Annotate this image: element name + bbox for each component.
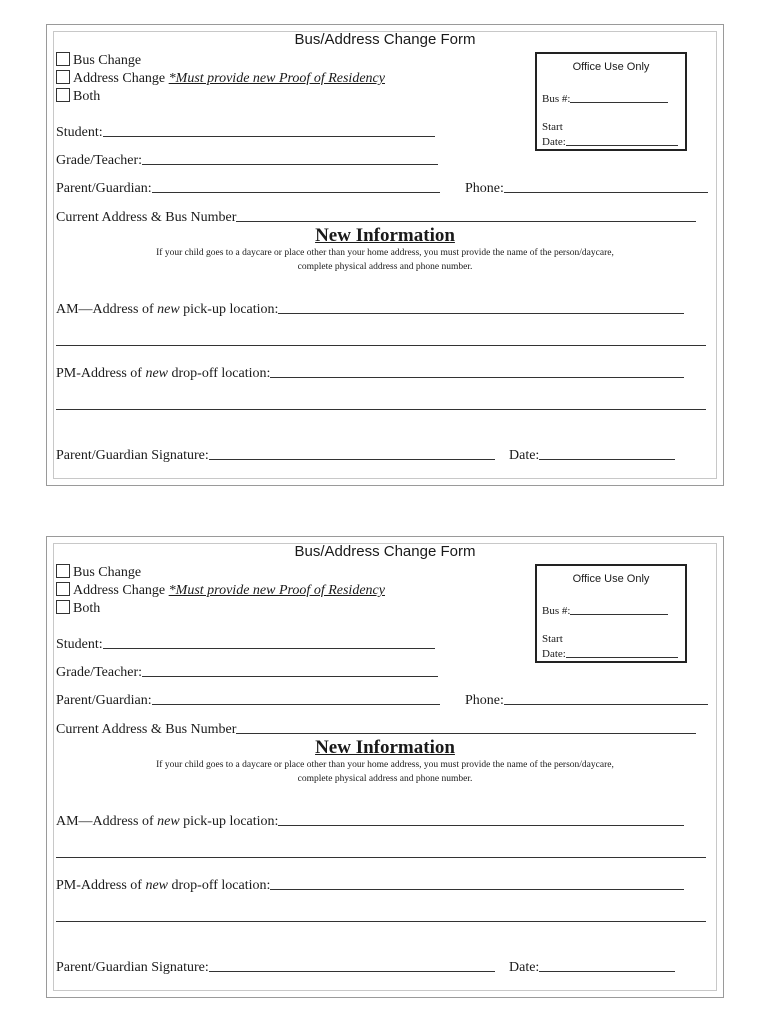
am-pickup-field[interactable] — [56, 811, 684, 829]
parent-guardian-line[interactable] — [152, 690, 440, 705]
am-new-word: new — [157, 814, 180, 829]
grade-teacher-line[interactable] — [142, 150, 438, 165]
both-label: Both — [73, 89, 101, 104]
signature-date-label: Date: — [509, 448, 540, 463]
signature-field[interactable] — [56, 445, 495, 463]
address-change-label: Address Change — [73, 583, 169, 598]
both-option[interactable] — [56, 600, 100, 617]
instructions-line-2: complete physical address and phone number. — [297, 262, 473, 272]
office-bus-label: Bus #: — [542, 93, 571, 105]
pm-dropoff-line[interactable] — [270, 363, 684, 378]
bus-change-option[interactable] — [56, 564, 141, 581]
office-bus-number-field[interactable] — [542, 92, 668, 105]
office-date-label: Date: — [542, 648, 566, 660]
phone-line[interactable] — [504, 178, 708, 193]
proof-of-residency-note: *Must provide new Proof of Residency — [168, 71, 385, 86]
signature-date-line[interactable] — [539, 445, 675, 460]
office-start-label: Start — [542, 121, 563, 133]
address-change-label: Address Change — [73, 71, 169, 86]
parent-guardian-field[interactable] — [56, 690, 440, 708]
pm-new-word: new — [145, 878, 169, 893]
grade-teacher-label: Grade/Teacher: — [56, 153, 143, 168]
pm-suffix: drop-off location: — [168, 878, 271, 893]
am-suffix: pick-up location: — [179, 814, 279, 829]
signature-date-label: Date: — [509, 960, 540, 975]
student-line[interactable] — [103, 122, 435, 137]
pm-dropoff-line[interactable] — [270, 875, 684, 890]
office-use-title: Office Use Only — [572, 573, 650, 585]
signature-label: Parent/Guardian Signature: — [56, 448, 209, 463]
parent-guardian-label: Parent/Guardian: — [56, 693, 152, 708]
instructions-line-1: If your child goes to a daycare or place other than your home address, you must provide the name of the person/daycare, — [156, 248, 614, 258]
signature-line[interactable] — [209, 957, 495, 972]
new-information-heading: New Information — [315, 225, 455, 246]
office-use-box — [535, 564, 687, 663]
pm-prefix: PM-Address of — [56, 878, 146, 893]
student-field[interactable] — [56, 634, 435, 652]
signature-line[interactable] — [209, 445, 495, 460]
office-date-line[interactable] — [566, 135, 678, 146]
parent-guardian-line[interactable] — [152, 178, 440, 193]
bus-change-option[interactable] — [56, 52, 141, 69]
signature-date-field[interactable] — [509, 957, 675, 975]
signature-date-field[interactable] — [509, 445, 675, 463]
signature-date-line[interactable] — [539, 957, 675, 972]
form-title: Bus/Address Change Form — [294, 31, 476, 48]
bus-change-checkbox[interactable] — [56, 52, 70, 66]
both-label: Both — [73, 601, 101, 616]
am-suffix: pick-up location: — [179, 302, 279, 317]
current-address-line[interactable] — [236, 719, 696, 734]
am-new-word: new — [157, 302, 180, 317]
am-pickup-continuation-line[interactable] — [56, 345, 706, 346]
student-label: Student: — [56, 125, 103, 140]
grade-teacher-line[interactable] — [142, 662, 438, 677]
bus-change-label: Bus Change — [73, 565, 142, 580]
bus-address-change-form-1 — [46, 24, 724, 486]
office-bus-number-field[interactable] — [542, 604, 668, 617]
pm-suffix: drop-off location: — [168, 366, 271, 381]
student-label: Student: — [56, 637, 103, 652]
student-line[interactable] — [103, 634, 435, 649]
grade-teacher-field[interactable] — [56, 662, 438, 680]
phone-label: Phone: — [465, 693, 504, 708]
pm-dropoff-continuation-line[interactable] — [56, 409, 706, 410]
new-information-heading: New Information — [315, 737, 455, 758]
current-address-label: Current Address & Bus Number — [56, 210, 237, 225]
both-checkbox[interactable] — [56, 600, 70, 614]
am-prefix: AM—Address of — [56, 302, 158, 317]
grade-teacher-field[interactable] — [56, 150, 438, 168]
signature-label: Parent/Guardian Signature: — [56, 960, 209, 975]
am-pickup-continuation-line[interactable] — [56, 857, 706, 858]
address-change-checkbox[interactable] — [56, 70, 70, 84]
pm-dropoff-continuation-line[interactable] — [56, 921, 706, 922]
office-bus-label: Bus #: — [542, 605, 571, 617]
address-change-option[interactable] — [56, 582, 385, 599]
form-title: Bus/Address Change Form — [294, 543, 476, 560]
office-date-line[interactable] — [566, 647, 678, 658]
office-start-label: Start — [542, 633, 563, 645]
bus-change-label: Bus Change — [73, 53, 142, 68]
current-address-label: Current Address & Bus Number — [56, 722, 237, 737]
proof-of-residency-note: *Must provide new Proof of Residency — [168, 583, 385, 598]
phone-field[interactable] — [465, 690, 708, 708]
office-start-date-field[interactable] — [542, 135, 678, 148]
office-bus-line[interactable] — [570, 604, 668, 615]
instructions-line-2: complete physical address and phone number. — [297, 774, 473, 784]
office-bus-line[interactable] — [570, 92, 668, 103]
parent-guardian-field[interactable] — [56, 178, 440, 196]
address-change-checkbox[interactable] — [56, 582, 70, 596]
phone-line[interactable] — [504, 690, 708, 705]
current-address-field[interactable] — [56, 719, 696, 737]
student-field[interactable] — [56, 122, 435, 140]
both-option[interactable] — [56, 88, 100, 105]
office-date-label: Date: — [542, 136, 566, 148]
bus-change-checkbox[interactable] — [56, 564, 70, 578]
current-address-field[interactable] — [56, 207, 696, 225]
parent-guardian-label: Parent/Guardian: — [56, 181, 152, 196]
bus-address-change-form-2 — [46, 536, 724, 998]
am-prefix: AM—Address of — [56, 814, 158, 829]
office-use-title: Office Use Only — [572, 61, 650, 73]
signature-field[interactable] — [56, 957, 495, 975]
pm-dropoff-field[interactable] — [56, 363, 684, 381]
pm-dropoff-field[interactable] — [56, 875, 684, 893]
office-use-box — [535, 52, 687, 151]
pm-prefix: PM-Address of — [56, 366, 146, 381]
current-address-line[interactable] — [236, 207, 696, 222]
address-change-option[interactable] — [56, 70, 385, 87]
pm-new-word: new — [145, 366, 169, 381]
phone-label: Phone: — [465, 181, 504, 196]
office-start-date-field[interactable] — [542, 647, 678, 660]
am-pickup-line[interactable] — [278, 811, 684, 826]
grade-teacher-label: Grade/Teacher: — [56, 665, 143, 680]
phone-field[interactable] — [465, 178, 708, 196]
instructions-line-1: If your child goes to a daycare or place other than your home address, you must provide the name of the person/daycare, — [156, 760, 614, 770]
both-checkbox[interactable] — [56, 88, 70, 102]
am-pickup-line[interactable] — [278, 299, 684, 314]
am-pickup-field[interactable] — [56, 299, 684, 317]
